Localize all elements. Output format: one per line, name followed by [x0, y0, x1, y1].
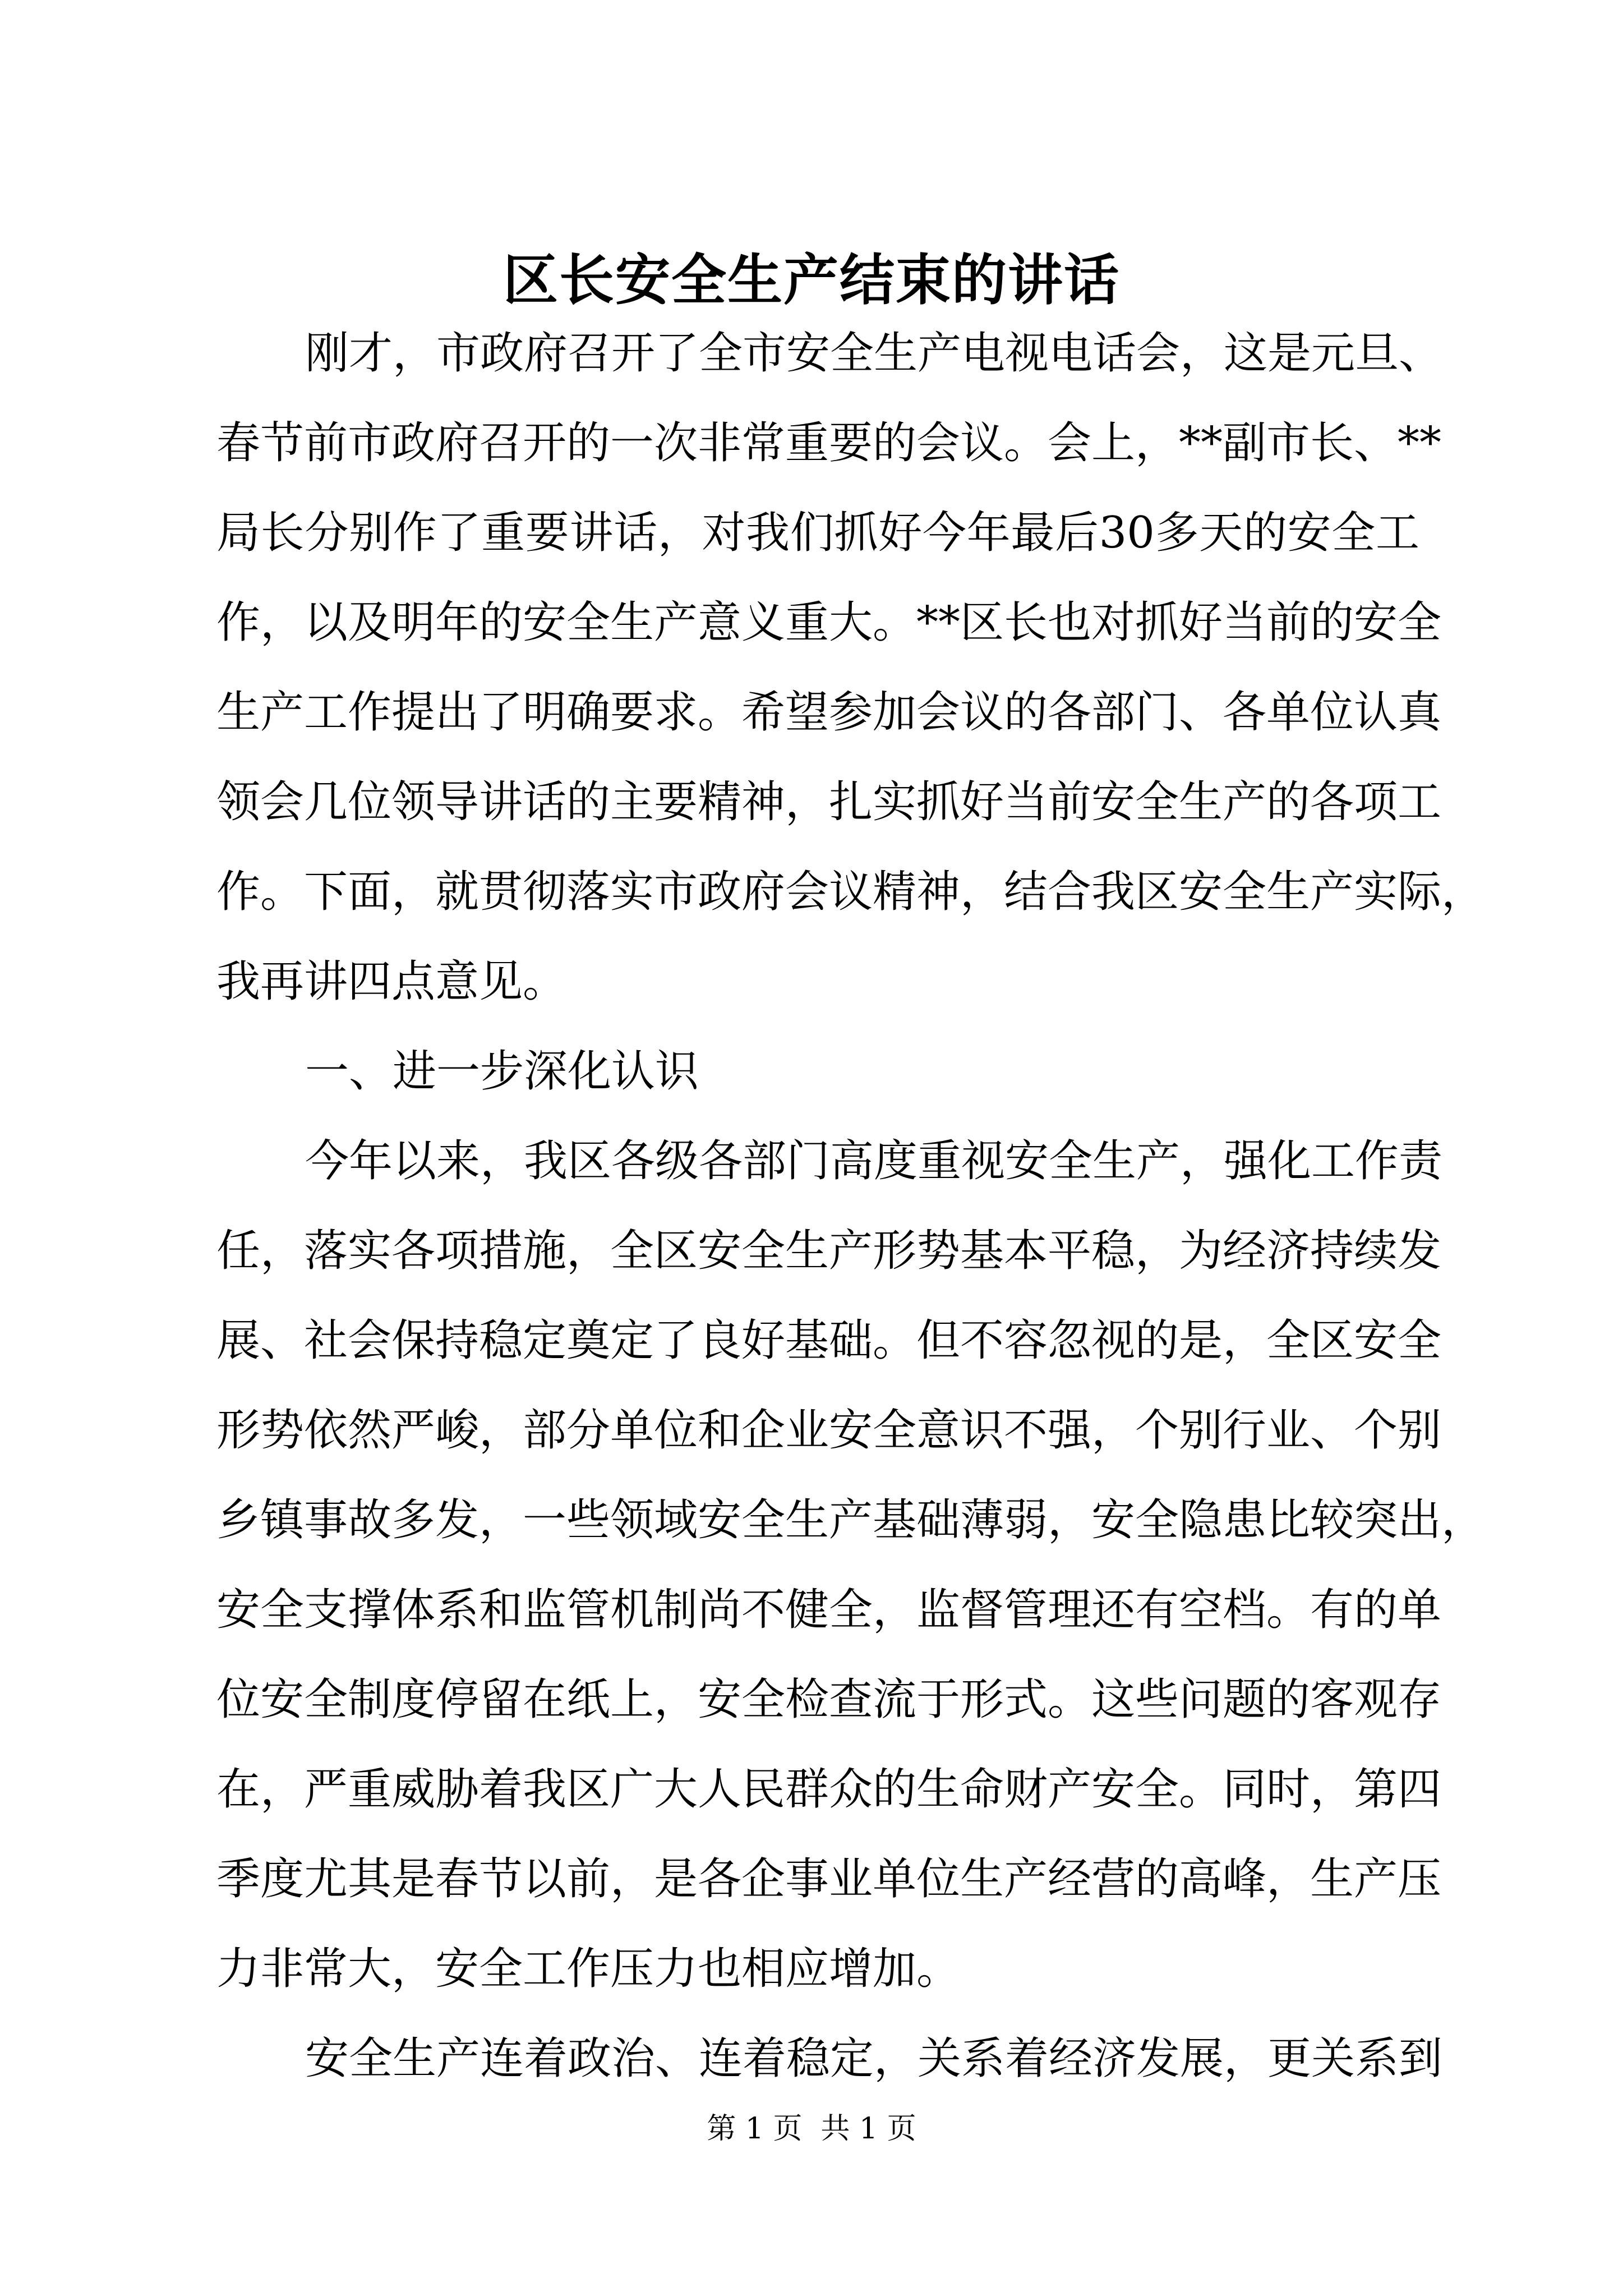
paragraph-line: 位安全制度停留在纸上，安全检查流于形式。这些问题的客观存 [216, 1674, 1442, 1725]
paragraph-line: 刚才，市政府召开了全市安全生产电视电话会，这是元旦、 [305, 328, 1443, 379]
paragraph-line: 生产工作提出了明确要求。希望参加会议的各部门、各单位认真 [216, 687, 1442, 738]
paragraph-line: 形势依然严峻，部分单位和企业安全意识不强，个别行业、个别 [216, 1405, 1442, 1456]
section-heading: 一、进一步深化认识 [305, 1046, 699, 1097]
paragraph-line: 我再讲四点意见。 [216, 956, 567, 1007]
paragraph-line: 安全支撑体系和监管机制尚不健全，监督管理还有空档。有的单 [216, 1585, 1442, 1635]
document-title: 区长安全生产结束的讲话 [502, 248, 1120, 312]
paragraph-line: 任，落实各项措施，全区安全生产形势基本平稳，为经济持续发 [216, 1226, 1442, 1276]
paragraph-line: 领会几位领导讲话的主要精神，扎实抓好当前安全生产的各项工 [216, 777, 1442, 827]
paragraph-line: 作。下面，就贯彻落实市政府会议精神，结合我区安全生产实际， [216, 867, 1486, 917]
paragraph-line: 安全生产连着政治、连着稳定，关系着经济发展，更关系到 [305, 2033, 1443, 2084]
paragraph-line: 力非常大，安全工作压力也相应增加。 [216, 1944, 961, 1994]
paragraph-line: 春节前市政府召开的一次非常重要的会议。会上，**副市长、** [216, 418, 1442, 468]
paragraph-line: 展、社会保持稳定奠定了良好基础。但不容忽视的是，全区安全 [216, 1315, 1442, 1366]
page-number-footer: 第 1 页 共 1 页 [707, 2112, 916, 2146]
paragraph-line: 乡镇事故多发，一些领域安全生产基础薄弱，安全隐患比较突出， [216, 1495, 1486, 1545]
paragraph-line: 作，以及明年的安全生产意义重大。**区长也对抓好当前的安全 [216, 597, 1442, 648]
paragraph-line: 今年以来，我区各级各部门高度重视安全生产，强化工作责 [305, 1136, 1443, 1186]
paragraph-line: 季度尤其是春节以前，是各企事业单位生产经营的高峰，生产压 [216, 1854, 1442, 1904]
paragraph-line: 在，严重威胁着我区广大人民群众的生命财产安全。同时，第四 [216, 1764, 1442, 1815]
paragraph-line: 局长分别作了重要讲话，对我们抓好今年最后30多天的安全工 [216, 508, 1419, 558]
